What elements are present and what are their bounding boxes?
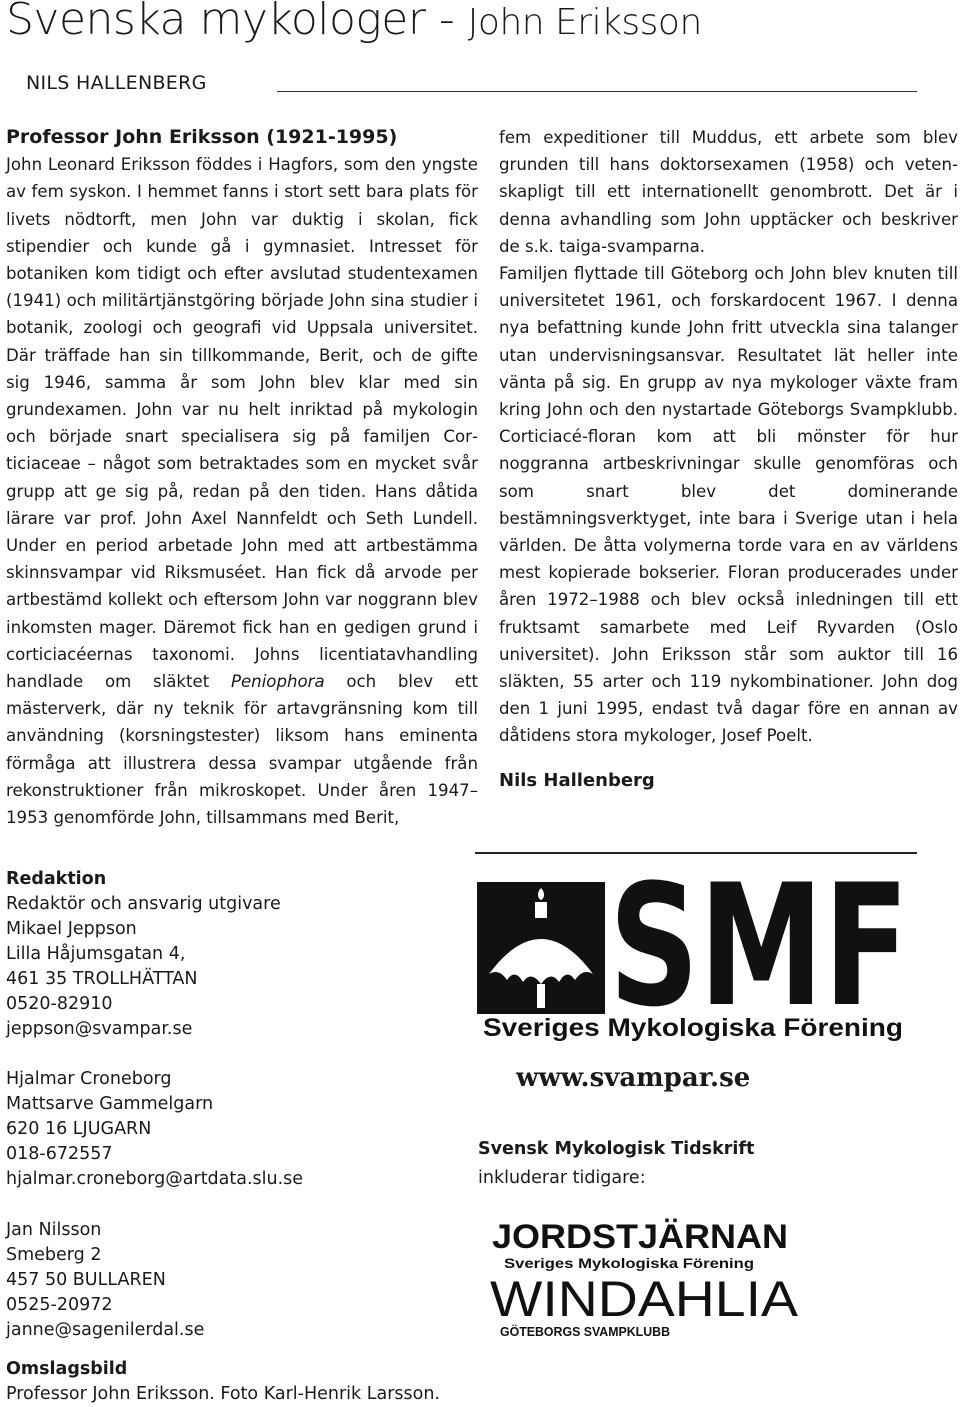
jordstjarnan-subtitle: Sveriges Mykologiska Förening [504, 1255, 754, 1271]
redaktion-heading: Redaktion [6, 869, 107, 889]
redaktion-contact-2 [6, 1067, 466, 1192]
article-signature: Nils Hallenberg [499, 769, 655, 791]
redaktion-contact-1 [6, 867, 466, 1042]
merged-journals-logo [488, 1212, 803, 1342]
cover-credit-heading: Omslagsbild [6, 1359, 128, 1379]
journal-subtitle: inkluderar tidigare: [478, 1168, 646, 1188]
article-heading: Professor John Eriksson (1921-1995) [6, 126, 398, 148]
website-link[interactable]: www.svampar.se [516, 1063, 751, 1093]
logo-letters: SMF [609, 864, 909, 1042]
contact-line: Hjalmar Croneborg [6, 1069, 172, 1089]
header-divider [277, 91, 917, 92]
windahlia-subtitle: GÖTEBORGS SVAMPKLUBB [500, 1324, 670, 1339]
contact-line: Jan Nilsson [6, 1220, 102, 1240]
footer-divider [475, 852, 917, 854]
contact-line: Redaktör och ansvarig utgivare [6, 894, 281, 914]
contact-line: 018-672557 [6, 1144, 113, 1164]
title-subject: John Eriksson [467, 2, 702, 43]
contact-email[interactable]: janne@sagenilerdal.se [6, 1320, 205, 1340]
smf-logo [475, 864, 915, 1042]
contact-line: 461 35 TROLLHÄTTAN [6, 969, 198, 989]
article-column-left [6, 124, 478, 831]
journal-title: Svensk Mykologisk Tidskrift [478, 1139, 755, 1159]
contact-line: 0525-20972 [6, 1295, 113, 1315]
cover-credit-text: Professor John Eriksson. Foto Karl-Henrik Larsson. [6, 1384, 440, 1404]
logo-org-name: Sveriges Mykologiska Förening [483, 1014, 903, 1042]
contact-line: Smeberg 2 [6, 1245, 102, 1265]
redaktion-contact-3 [6, 1218, 466, 1343]
windahlia-wordmark: WINDAHLIA [490, 1271, 799, 1327]
contact-line: 0520-82910 [6, 994, 113, 1014]
contact-line: Mikael Jeppson [6, 919, 137, 939]
body-text-part1: John Leonard Eriksson föddes i Hagfors, som den yngste av fem syskon. I hemmet fanns i stort sett bara plats för livets nödtorft, men John var duktig i skolan, fick stipendier och kunde gå i gymnasiet. Intresset för botaniken kom tidigt och efter avslutad studentexamen (1941) och militärtjänstgöring började John sina studier i botanik, zoologi och geografi vid Uppsala universitet. Där träffade han sin tillkommande, Berit, och de gifte sig 1946, samma år som John blev klar med sin grundexamen. John var nu helt inriktad på mykologin och började snart specialisera sig på familjen Corticiaceae – något som betraktades som en mycket svår grupp att ge sig på, redan på den tiden. Hans dåtida lärare var prof. John Axel Nannfeldt och Seth Lundell. Under en period arbetade John med att artbestämma skinnsvampar vid Riksmuséet. Han fick då arvode per artbestämd kollekt och eftersom John var noggrann blev inkomsten mager. Däremot fick han en gedigen grund i corticiacéernas taxonomi. Johns licentiatavhandling handlade om släktet [6, 155, 478, 692]
article-paragraph: Familjen flyttade till Göteborg och John blev knuten till universitetet 1961, och forskardocent 1967. I denna nya befattning kunde John fritt utveckla sina talanger utan undervisningsansvar. Resultatet lät heller inte vänta på sig. En grupp av nya mykologer växte fram kring John och den nystartade Göteborgs Svampklubb. Corticiacé-floran kom att bli mönster för hur noggranna artbeskrivningar skulle genomföras och som snart blev det dominerande bestämningsverktyget, inte bara i Sverige utan i hela världen. De åtta volymerna torde vara en av världens mest kopierade bokserier. Floran producerades under åren 1972–1988 och blev också inledningen till ett fruktsamt samarbete med Leif Ryvarden (Oslo universitet). John Eriksson står som auktor till 16 släkten, 55 arter och 119 nykombinationer. John dog den 1 juni 1995, endast två dagar före en annan av dåtidens stora mykologer, Josef Poelt. [499, 264, 958, 746]
contact-line: 457 50 BULLAREN [6, 1270, 166, 1290]
author-byline: NILS HALLENBERG [26, 72, 207, 94]
contact-line: Lilla Håjumsgatan 4, [6, 944, 186, 964]
title-main: Svenska mykologer - [6, 0, 468, 45]
contact-email[interactable]: jeppson@svampar.se [6, 1019, 193, 1039]
contact-line: 620 16 LJUGARN [6, 1119, 152, 1139]
article-body-left [6, 151, 478, 831]
cover-credit [6, 1357, 466, 1407]
article-paragraph: fem expeditioner till Muddus, ett arbete som blev grunden till hans doktorsexamen (1958) och vetenskapligt till ett internationellt genombrott. Det är i denna avhandling som John upptäcker och beskriver de s.k. taiga-svamparna. [499, 128, 958, 256]
contact-email[interactable]: hjalmar.croneborg@artdata.slu.se [6, 1169, 304, 1189]
jordstjarnan-wordmark: JORDSTJÄRNAN [492, 1218, 788, 1256]
contact-line: Mattsarve Gammelgarn [6, 1094, 214, 1114]
page-title [6, 0, 702, 45]
mushroom-emblem-icon [477, 882, 605, 1014]
body-text-part2: och blev ett mästerverk, där ny teknik för artavgränsning kom till användning (korsningstester) liksom hans eminenta förmåga att illustrera dessa svampar utgående från rekonstruktioner från mikroskopet. Under åren 1947–1953 genomförde John, tillsammans med Berit, [6, 672, 478, 828]
genus-name: Peniophora [230, 672, 325, 692]
article-column-right [499, 124, 958, 794]
